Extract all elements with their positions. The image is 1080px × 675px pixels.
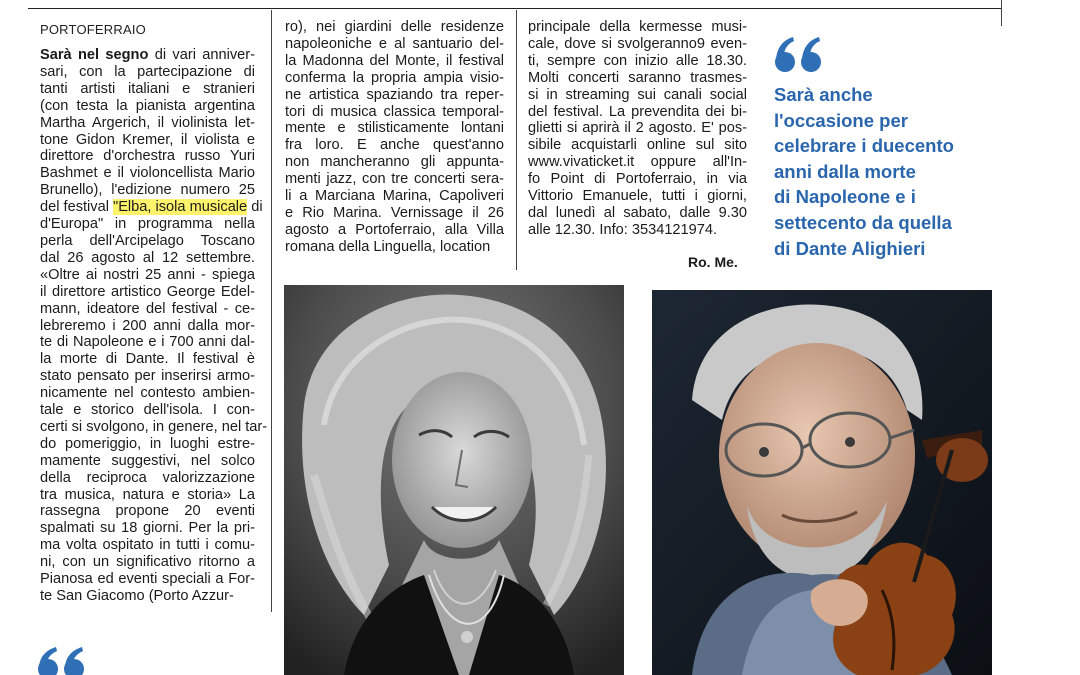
col3-line: alle 12.30. Info: 3534121974. — [528, 221, 718, 238]
column-rule-3 — [1001, 0, 1002, 26]
pianist-photo — [284, 285, 624, 675]
col2-line: la Madonna del Monte, il festival — [285, 52, 504, 69]
col1-line: della reciproca valorizzazione — [40, 469, 255, 486]
column-rule-2 — [516, 10, 517, 270]
col1-line: tale e storico dell'isola. I con- — [40, 402, 255, 419]
col1-line-festival: del festival "Elba, isola musicale di — [40, 199, 263, 216]
col3-line: si in streaming sui canali social — [528, 86, 747, 103]
col1-line: dal 26 agosto al 12 settembre. — [40, 249, 255, 266]
pull-quote-line: di Dante Alighieri — [774, 237, 926, 259]
col1-line: mamente suggestivi, nel solco — [40, 452, 255, 469]
col3-line: ti, sempre con inizio alle 18.30. — [528, 52, 747, 69]
article-column-3 — [528, 19, 747, 239]
col1-line: tra musica, natura e storia» La — [40, 486, 255, 503]
col1-line: lebreremo i 200 anni dalla mor- — [40, 317, 255, 334]
col2-line: li a Marciana Marina, Capoliveri — [285, 188, 504, 205]
col3-line: Vittorio Emanuele, tutti i giorni, — [528, 188, 747, 205]
col1-line: Bashmet e il violoncellista Mario — [40, 165, 255, 182]
col1-line: il direttore artistico George Edel- — [40, 283, 255, 300]
col3-line: principale della kermesse musi- — [528, 19, 747, 35]
col2-line: fra loro. E anche quest'anno — [285, 137, 504, 154]
col1-line: nicamente nel contesto ambien- — [40, 385, 255, 402]
col1-line: sari, con la partecipazione di — [40, 63, 255, 80]
pull-quote-line: celebrare i duecento — [774, 135, 954, 157]
col1-line: do pomeriggio, in luoghi estre- — [40, 435, 255, 452]
col1-line: te di Napoleone e i 700 anni dal- — [40, 334, 255, 351]
col1-line: rassegna propone 20 eventi — [40, 503, 255, 520]
col1-line: spalmati su 18 giorni. Per la pri- — [40, 520, 255, 537]
col1-line: tone Gidon Kremer, il violista e — [40, 131, 255, 148]
col3-line: sibile acquistarli online sul sito — [528, 137, 747, 154]
pull-quote-line: l'occasione per — [774, 109, 908, 131]
col1-line: tanti artisti italiani e stranieri — [40, 80, 255, 97]
col2-line: menti jazz, con tre concerti sera- — [285, 171, 504, 188]
col2-line: tori di musica classica temporal- — [285, 103, 504, 120]
col1-line: ma volta ospitato in tutti i comu- — [40, 537, 255, 554]
col1-line: d'Europa" in programma nella — [40, 216, 255, 233]
col2-line: mente e stilisticamente lontani — [285, 120, 504, 137]
col1-line: te San Giacomo (Porto Azzur- — [40, 588, 234, 604]
column-rule-1 — [271, 10, 272, 612]
col1-line: (con testa la pianista argentina — [40, 97, 255, 114]
author-signature: Ro. Me. — [688, 254, 738, 270]
col2-line: ne artistica spaziando tra reper- — [285, 86, 504, 103]
col3-line: glietti si aprirà il 2 agosto. E' pos- — [528, 120, 747, 137]
col1-line: ni, con un significativo ritorno a — [40, 554, 255, 571]
col2-line: non mancheranno gli appunta- — [285, 154, 504, 171]
col1-line: stato pensato per inserirsi armo- — [40, 368, 255, 385]
quote-icon — [773, 34, 825, 74]
col3-line: del festival. La prevendita dei bi- — [528, 103, 747, 120]
pull-quote-line: di Napoleone e i — [774, 186, 916, 208]
col3-line: cale, dove si svolgeranno9 even- — [528, 35, 747, 52]
col3-line: www.vivaticket.it oppure all'In- — [528, 154, 747, 171]
dateline: PORTOFERRAIO — [40, 22, 146, 37]
lead-in: Sarà nel segno — [40, 47, 149, 63]
violinist-photo — [652, 290, 992, 675]
col2-line: agosto a Portoferraio, alla Villa — [285, 221, 504, 238]
pull-quote — [774, 82, 994, 261]
article-column-2 — [285, 19, 504, 256]
col1-line: perla dell'Arcipelago Toscano — [40, 232, 255, 249]
col1-line: la morte di Dante. Il festival è — [40, 351, 255, 368]
col1-line: direttore d'orchestra russo Yuri — [40, 148, 255, 165]
col2-line: conferma la propria ampia visio- — [285, 69, 504, 86]
col1-line-lead: Sarà nel segno di vari anniver- — [40, 47, 255, 63]
col3-line: Molti concerti saranno trasmes- — [528, 69, 747, 86]
col1-line: mann, ideatore del festival - ce- — [40, 300, 255, 317]
col2-line: romana della Linguella, location — [285, 238, 491, 255]
col2-line: ro), nei giardini delle residenze — [285, 19, 504, 35]
col3-line: dal lunedì al sabato, dalle 9.30 — [528, 204, 747, 221]
col1-line: Brunello), l'edizione numero 25 — [40, 182, 255, 199]
col1-line: Pianosa ed eventi speciali a For- — [40, 571, 255, 588]
pull-quote-line: settecento da quella — [774, 211, 952, 233]
quote-icon-bottom — [36, 645, 88, 675]
pull-quote-line: anni dalla morte — [774, 160, 916, 182]
col2-line: e Rio Marina. Vernissage il 26 — [285, 204, 504, 221]
article-column-1 — [40, 47, 268, 605]
col1-line: certi si svolgono, in genere, nel tar- — [40, 418, 268, 435]
col1-line: «Oltre ai nostri 25 anni - spiega — [40, 266, 255, 283]
highlighted-festival-name: "Elba, isola musicale — [113, 199, 248, 216]
pull-quote-line: Sarà anche — [774, 84, 873, 105]
col2-line: napoleoniche e al santuario del- — [285, 35, 504, 52]
col1-line: Martha Argerich, il violinista let- — [40, 114, 255, 131]
page-top-rule — [28, 0, 1002, 9]
col3-line: fo Point di Portoferraio, in via — [528, 171, 747, 188]
